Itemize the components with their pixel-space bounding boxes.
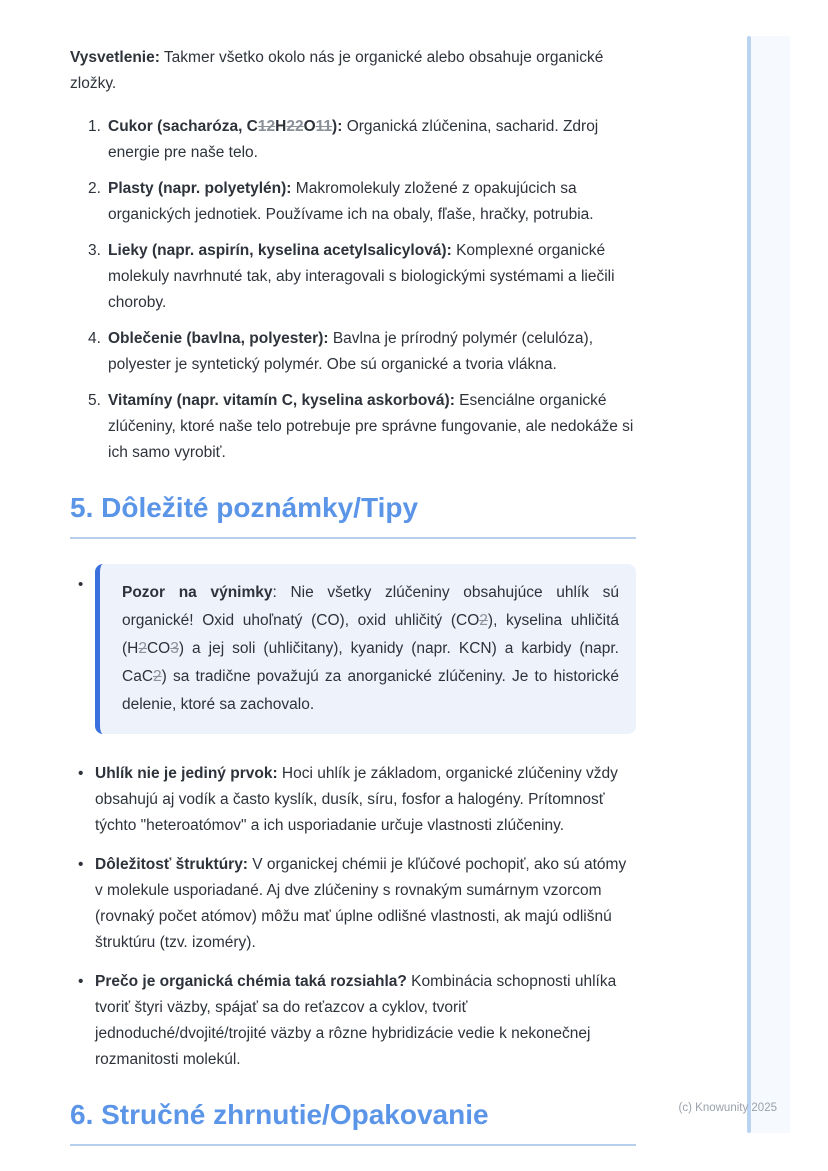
- list-item-text: Cukor (sacharóza, C12H22O11): Organická zlúčenina, sacharid. Zdroj energie pre naše telo.: [108, 118, 599, 161]
- numbered-item-4: [88, 326, 636, 378]
- intro-paragraph: Vysvetlenie: Takmer všetko okolo nás je organické alebo obsahuje organické zložky.: [70, 49, 604, 92]
- numbered-item-2: [88, 176, 636, 228]
- bullet-item-2: • Dôležitosť štruktúry: V organickej chémii je kľúčové pochopiť, ako sú atómy v molekule usporiadané. Aj dve zlúčeniny s rovnakým sumárnym vzorcom (rovnaký počet atómov) môžu mať úplne odlišné vlastnosti, ak majú odlišnú štruktúru (tzv. izoméry).: [70, 852, 636, 956]
- notes-bullet-list: [70, 761, 636, 1073]
- callout-box: [95, 564, 636, 734]
- page-scrollbar-thumb[interactable]: [747, 36, 751, 1133]
- section-heading-summary: 6. Stručné zhrnutie/Opakovanie: [70, 1099, 489, 1130]
- section-heading-notes: 5. Dôležité poznámky/Tipy: [70, 492, 419, 523]
- heading-underline: [70, 1144, 636, 1146]
- document-content: [70, 0, 636, 1146]
- list-number: 4.: [88, 330, 101, 347]
- list-item-text: Oblečenie (bavlna, polyester): Bavlna je prírodný polymér (celulóza), polyester je syntetický polymér. Obe sú organické a tvoria vlákna.: [108, 330, 593, 373]
- numbered-item-3: [88, 238, 636, 316]
- page-scrollbar-track[interactable]: [751, 36, 790, 1133]
- callout-list-item: [95, 564, 636, 734]
- list-number: 2.: [88, 180, 101, 197]
- copyright-notice: (c) Knowunity 2025: [678, 1102, 777, 1114]
- heading-underline: [70, 537, 636, 539]
- list-number: 3.: [88, 242, 101, 259]
- list-item-text: Plasty (napr. polyetylén): Makromolekuly zložené z opakujúcich sa organických jednotiek. Používame ich na obaly, fľaše, hračky, potrubia.: [108, 180, 594, 223]
- list-number: 5.: [88, 392, 101, 409]
- callout-text: • Pozor na výnimky: Nie všetky zlúčeniny obsahujúce uhlík sú organické! Oxid uhoľnatý (CO), oxid uhličitý (CO2), kyselina uhličitá (H2CO3) a jej soli (uhličitany), kyanidy (napr. KCN) a karbidy (napr. CaC2) sa tradične považujú za anorganické zlúčeniny. Je to historické delenie, ktoré sa zachovalo.: [122, 584, 619, 713]
- list-item-text: Vitamíny (napr. vitamín C, kyselina askorbová): Esenciálne organické zlúčeniny, ktoré naše telo potrebuje pre správne fungovanie, ale nedokáže si ich samo vyrobiť.: [108, 392, 634, 461]
- numbered-item-1: [88, 114, 636, 166]
- bullet-item-3: • Prečo je organická chémia taká rozsiahla? Kombinácia schopnosti uhlíka tvoriť štyri väzby, spájať sa do reťazcov a cyklov, tvoriť jednoduché/dvojité/trojité väzby a rôzne hybridizácie vedie k nekonečnej rozmanitosti molekúl.: [70, 969, 636, 1073]
- bullet-item-1: • Uhlík nie je jediný prvok: Hoci uhlík je základom, organické zlúčeniny vždy obsahujú aj vodík a často kyslík, dusík, síru, fosfor a halogény. Prítomnosť týchto "heteroatómov" a ich usporiadanie určuje vlastnosti zlúčeniny.: [70, 761, 636, 839]
- examples-numbered-list: [88, 114, 636, 466]
- list-item-text: Lieky (napr. aspirín, kyselina acetylsalicylová): Komplexné organické molekuly navrhnuté tak, aby interagovali s biologickými systémami a liečili choroby.: [108, 242, 615, 311]
- list-number: 1.: [88, 118, 101, 135]
- numbered-item-5: [88, 388, 636, 466]
